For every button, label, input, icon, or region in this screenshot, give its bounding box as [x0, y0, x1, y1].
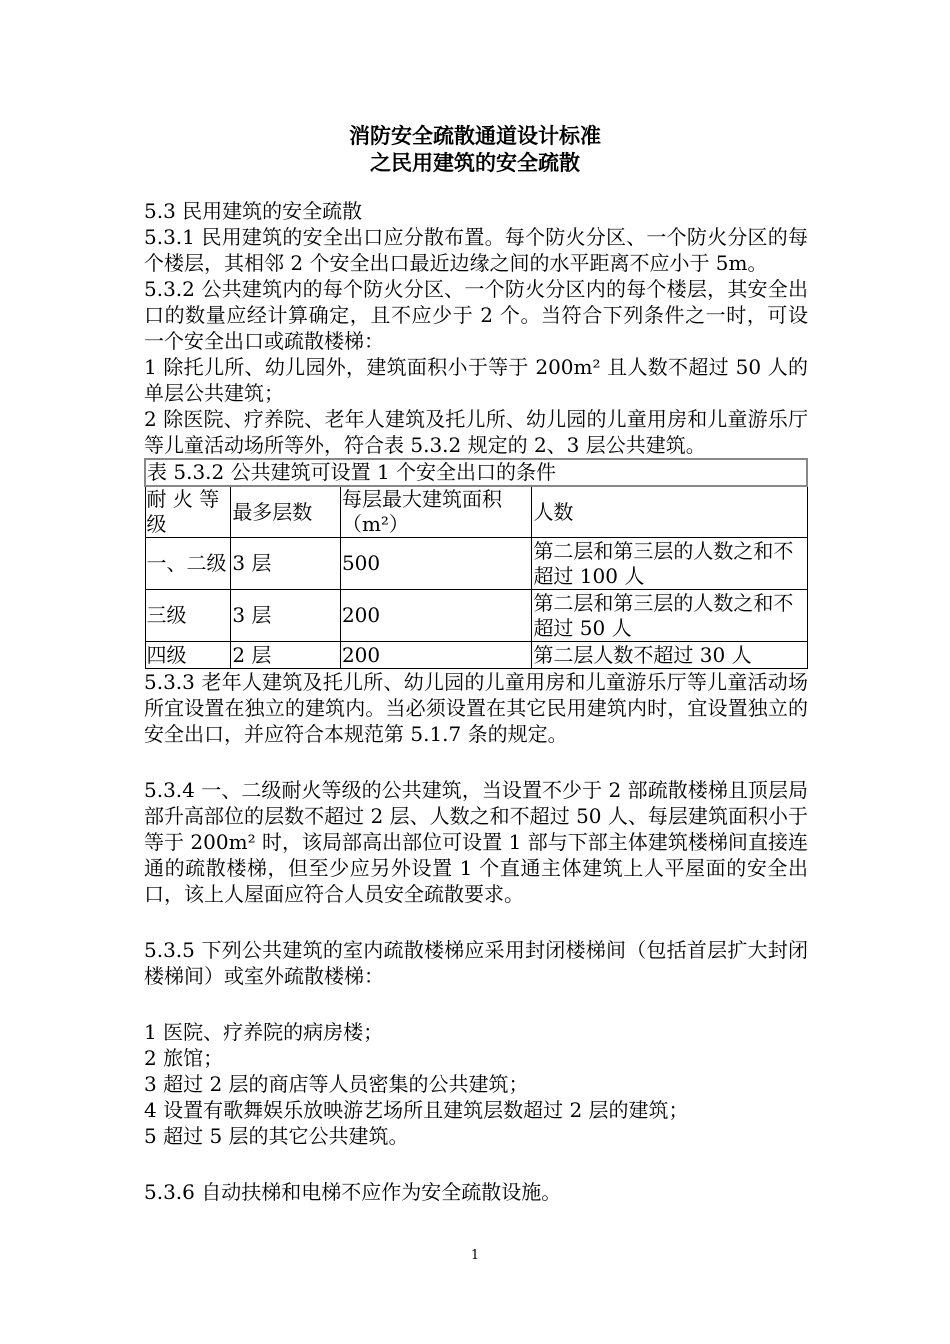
clause-5-3-5: 5.3.5 下列公共建筑的室内疏散楼梯应采用封闭楼梯间（包括首层扩大封闭楼梯间）或室外疏散楼梯：	[144, 938, 808, 988]
table-cell: 3 层	[231, 538, 341, 590]
paragraph-spacer	[144, 907, 808, 937]
table-cell: 第二层和第三层的人数之和不超过 100 人	[532, 538, 807, 590]
conditions-table	[144, 458, 808, 669]
section-heading: 5.3 民用建筑的安全疏散	[144, 199, 363, 223]
document-subtitle: 之民用建筑的安全疏散	[370, 150, 580, 175]
table-row	[145, 642, 807, 669]
paragraph-spacer	[144, 1149, 808, 1179]
clause-5-3-3: 5.3.3 老年人建筑及托儿所、幼儿园的儿童用房和儿童游乐厅等儿童活动场所宜设置在独立的建筑内。当必须设置在其它民用建筑内时，宜设置独立的安全出口，并应符合本规范第 5.1.7 条的规定。	[144, 670, 808, 746]
table-cell: 一、二级	[145, 538, 231, 590]
list-item: 2 旅馆；	[144, 1046, 224, 1070]
page-number: 1	[470, 1248, 480, 1263]
header-cell: 最多层数	[231, 486, 341, 538]
header-cell: 人数	[532, 486, 807, 538]
table-cell: 200	[340, 590, 531, 642]
table-row	[145, 538, 807, 590]
header-cell: 每层最大建筑面积（m²）	[340, 486, 531, 538]
table-cell: 2 层	[231, 642, 341, 669]
paragraph-spacer	[144, 747, 808, 777]
condition-item-1: 1 除托儿所、幼儿园外，建筑面积小于等于 200m² 且人数不超过 50 人的单层公共建筑；	[144, 355, 808, 405]
table-cell: 200	[340, 642, 531, 669]
header-cell: 耐 火 等级	[145, 486, 231, 538]
paragraph-spacer	[144, 989, 808, 1019]
table-cell: 三级	[145, 590, 231, 642]
document-title: 消防安全疏散通道设计标准	[349, 123, 601, 148]
list-item: 1 医院、疗养院的病房楼；	[144, 1020, 384, 1044]
table-cell: 第二层和第三层的人数之和不超过 50 人	[532, 590, 807, 642]
table-header-row	[145, 486, 807, 538]
condition-item-2: 2 除医院、疗养院、老年人建筑及托儿所、幼儿园的儿童用房和儿童游乐厅等儿童活动场所等外，符合表 5.3.2 规定的 2、3 层公共建筑。	[144, 407, 808, 457]
list-item: 3 超过 2 层的商店等人员密集的公共建筑；	[144, 1072, 529, 1096]
table-caption: 表 5.3.2 公共建筑可设置 1 个安全出口的条件	[145, 459, 807, 486]
list-item: 5 超过 5 层的其它公共建筑。	[144, 1124, 409, 1148]
table-cell: 3 层	[231, 590, 341, 642]
clause-5-3-1: 5.3.1 民用建筑的安全出口应分散布置。每个防火分区、一个防火分区的每个楼层，其相邻 2 个安全出口最近边缘之间的水平距离不应小于 5m。	[144, 225, 808, 275]
list-item: 4 设置有歌舞娱乐放映游艺场所且建筑层数超过 2 层的建筑；	[144, 1098, 689, 1122]
clause-5-3-6: 5.3.6 自动扶梯和电梯不应作为安全疏散设施。	[144, 1180, 562, 1204]
table-cell: 第二层人数不超过 30 人	[532, 642, 807, 669]
table-cell: 500	[340, 538, 531, 590]
document-body	[144, 198, 808, 1205]
clause-5-3-2: 5.3.2 公共建筑内的每个防火分区、一个防火分区内的每个楼层，其安全出口的数量应经计算确定，且不应少于 2 个。当符合下列条件之一时，可设一个安全出口或疏散楼梯：	[144, 277, 808, 353]
table-cell: 四级	[145, 642, 231, 669]
table-row	[145, 590, 807, 642]
clause-5-3-4: 5.3.4 一、二级耐火等级的公共建筑，当设置不少于 2 部疏散楼梯且顶层局部升高部位的层数不超过 2 层、人数之和不超过 50 人、每层建筑面积小于等于 200m² 时，该局部高出部位可设置 1 部与下部主体建筑楼梯间直接连通的疏散楼梯，但至少应另外设置 1 个直通主体建筑上人平屋面的安全出口，该上人屋面应符合人员安全疏散要求。	[144, 778, 808, 906]
table-caption-row	[145, 459, 807, 486]
